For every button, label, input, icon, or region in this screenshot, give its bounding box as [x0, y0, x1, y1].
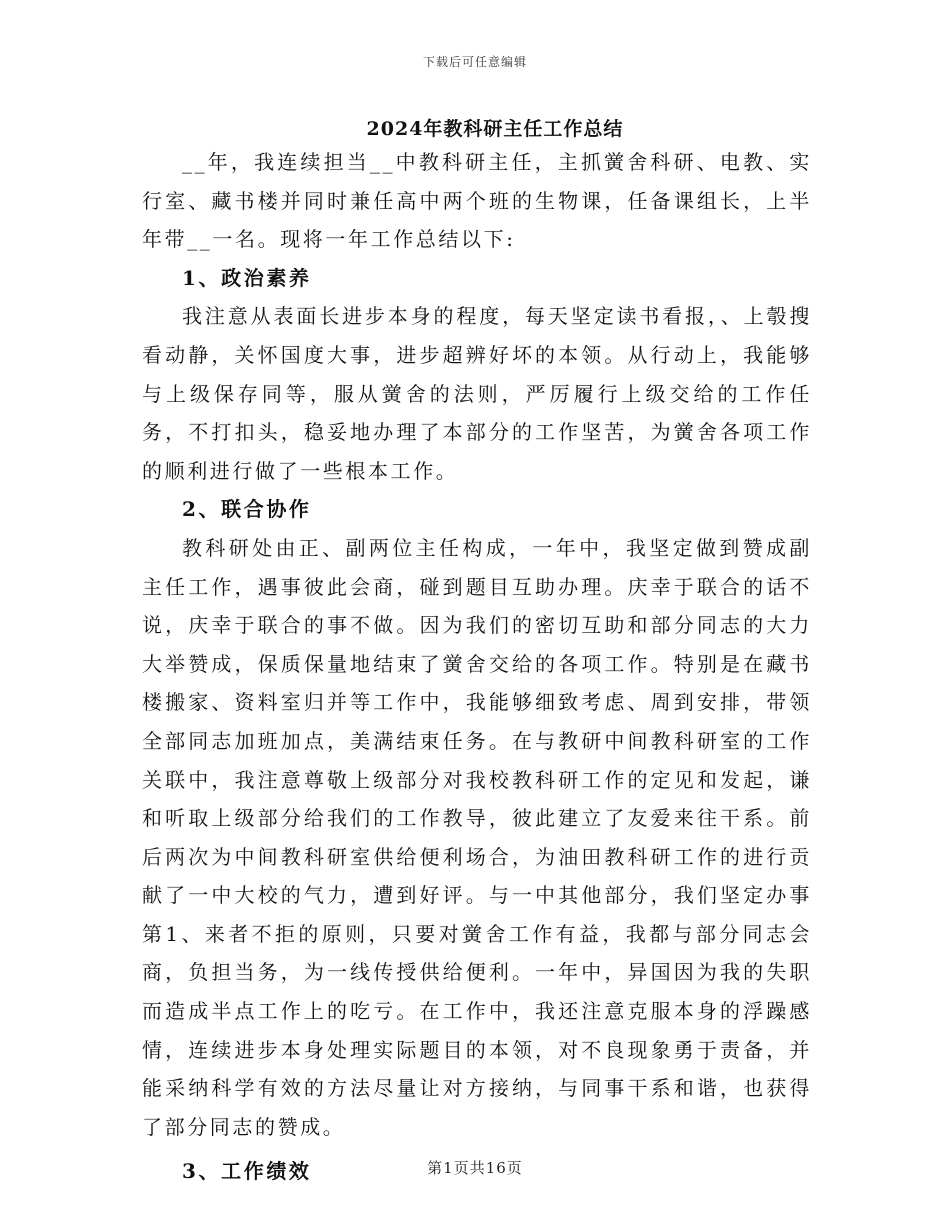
- section-heading-cooperation: 2、联合协作: [182, 497, 312, 522]
- intro-paragraph: __年，我连续担当__中教科研主任，主抓黉舍科研、电教、实行室、藏书楼并同时兼任高中两个班的生物课，任备课组长，上半年带__一名。现将一年工作总结以下:: [142, 150, 812, 252]
- section-heading-politics: 1、政治素养: [182, 265, 312, 290]
- section-paragraph-cooperation: 教科研处由正、副两位主任构成，一年中，我坚定做到赞成副主任工作，遇事彼此会商，碰到题目互助办理。庆幸于联合的话不说，庆幸于联合的事不做。因为我们的密切互助和部分同志的大力大举赞成，保质保量地结束了黉舍交给的各项工作。特别是在藏书楼搬家、资料室归并等工作中，我能够细致考虑、周到安排，带领全部同志加班加点，美满结束任务。在与教研中间教科研室的工作关联中，我注意尊敬上级部分对我校教科研工作的定见和发起，谦和听取上级部分给我们的工作教导，彼此建立了友爱来往干系。前后两次为中间教科研室供给便利场合，为油田教科研工作的进行贡献了一中大校的气力，遭到好评。与一中其他部分，我们坚定办事第1、来者不拒的原则，只要对黉舍工作有益，我都与部分同志会商，负担当务，为一线传授供给便利。一年中，异国因为我的失职而造成半点工作上的吃亏。在工作中，我还注意克服本身的浮躁感情，连续进步本身处理实际题目的本领，对不良现象勇于责备，并能采纳科学有效的方法尽量让对方接纳，与同事干系和谐，也获得了部分同志的赞成。: [142, 535, 812, 1139]
- section-heading-performance: 3、工作绩效: [182, 1159, 312, 1184]
- document-body: [142, 143, 812, 1191]
- section-paragraph-politics: 我注意从表面长进步本身的程度，每天坚定读书看报，、上彀搜看动静，关怀国度大事，进步超辨好坏的本领。从行动上，我能够与上级保存同等，服从黉舍的法则，严厉履行上级交给的工作任务，不打扣头，稳妥地办理了本部分的工作坚苦，为黉舍各项工作的顺利进行做了一些根本工作。: [142, 304, 812, 483]
- document-title: 2024年教科研主任工作总结: [366, 118, 624, 140]
- page-number: 第1页共16页: [427, 1159, 523, 1177]
- header-note: 下载后可任意编辑: [422, 55, 527, 69]
